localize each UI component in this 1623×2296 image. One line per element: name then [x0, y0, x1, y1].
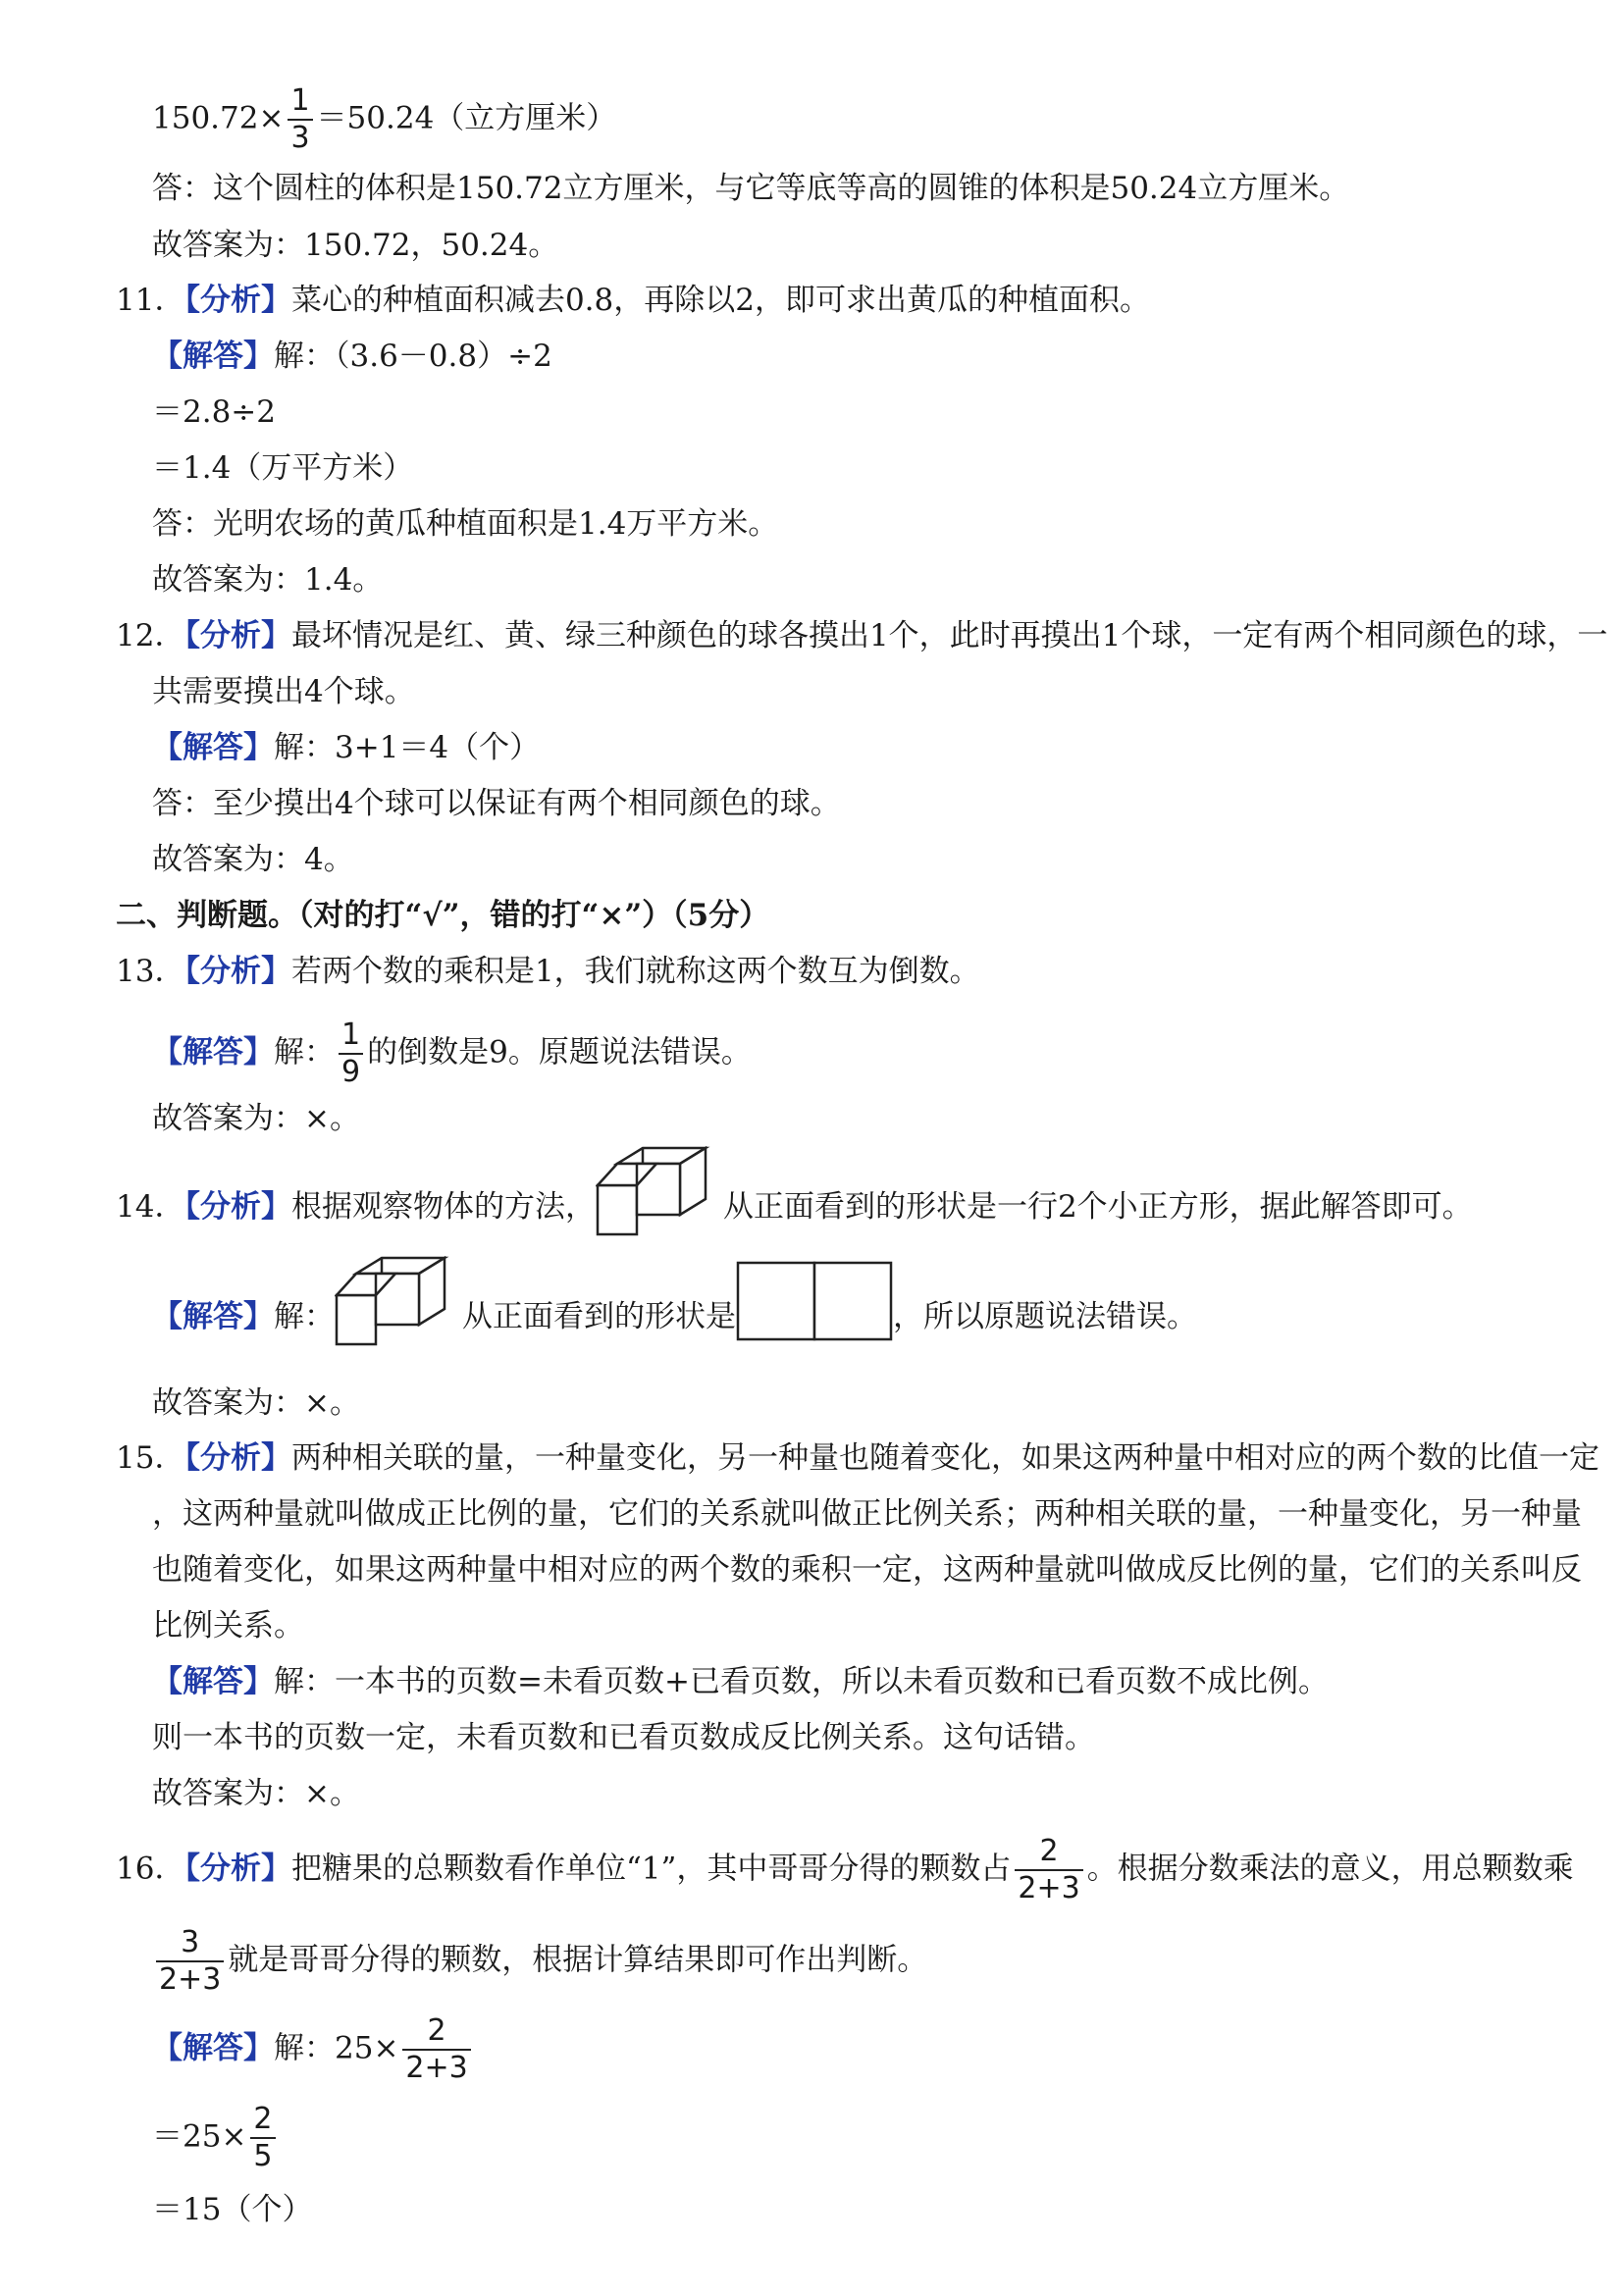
q15-analysis-cont: 也随着变化，如果这两种量中相对应的两个数的乘积一定，这两种量就叫做成反比例的量，它们的关系叫反	[152, 1552, 1582, 1588]
answer-text: 解：25×	[274, 2030, 399, 2066]
fraction	[156, 1925, 224, 1997]
answer-text: 解：3+1＝4（个）	[274, 730, 541, 765]
analysis-tag: 【分析】	[184, 1189, 291, 1225]
analysis-text: 菜心的种植面积减去0.8，再除以2，即可求出黄瓜的种植面积。	[290, 283, 1150, 318]
fraction-numerator: 1	[290, 83, 310, 118]
analysis-text: 若两个数的乘积是1，我们就称这两个数互为倒数。	[290, 954, 980, 989]
q14-answer	[152, 1256, 1197, 1381]
q12-analysis	[116, 616, 1607, 655]
q13-answer	[152, 1020, 752, 1087]
q16-step: ＝15（个）	[152, 2192, 313, 2227]
fraction-numerator: 1	[341, 1018, 361, 1052]
question-number: 15．	[116, 1440, 185, 1476]
formula-text: 150.72×	[152, 100, 285, 136]
fraction-denominator: 5	[250, 2137, 275, 2171]
answer-tag: 【解答】	[152, 1299, 274, 1334]
answer-text: 的倒数是9。原题说法错误。	[367, 1034, 752, 1070]
q12-answer	[152, 728, 540, 767]
fraction-denominator: 3	[288, 119, 312, 153]
q15-result: 故答案为：×。	[152, 1776, 360, 1811]
fraction	[288, 83, 312, 155]
front-view-figure	[736, 1261, 893, 1376]
answer-line: 答：这个圆柱的体积是150.72立方厘米，与它等底等高的圆锥的体积是50.24立方厘米。	[152, 171, 1350, 206]
answer-tag: 【解答】	[152, 339, 274, 374]
fraction	[402, 2013, 470, 2085]
section-heading: 二、判断题。（对的打“√”，错的打“×”）（5分）	[116, 898, 770, 933]
fraction	[1015, 1834, 1082, 1905]
formula-line	[152, 83, 617, 155]
answer-text: 从正面看到的形状是	[462, 1299, 736, 1334]
q11-conclusion: 答：光明农场的黄瓜种植面积是1.4万平方米。	[152, 506, 779, 542]
question-number: 16．	[116, 1851, 185, 1887]
answer-tag: 【解答】	[152, 1034, 274, 1070]
q15-analysis-cont: ，这两种量就叫做成正比例的量，它们的关系就叫做正比例关系；两种相关联的量，一种量变化，另一种量	[152, 1496, 1582, 1532]
fraction-numerator: 2	[427, 2013, 446, 2048]
q15-analysis	[116, 1438, 1599, 1478]
question-number: 13．	[116, 954, 185, 989]
fraction-numerator: 2	[1039, 1834, 1059, 1868]
fraction-denominator: 9	[339, 1053, 363, 1087]
q13-result: 故答案为：×。	[152, 1101, 360, 1136]
answer-text: ＝25×	[152, 2118, 247, 2155]
q14-result: 故答案为：×。	[152, 1385, 360, 1421]
q14-analysis	[116, 1146, 1473, 1271]
q11-answer	[152, 337, 552, 376]
answer-text: 解：（3.6－0.8）÷2	[274, 339, 552, 374]
q11-step: ＝1.4（万平方米）	[152, 450, 414, 486]
q15-answer	[152, 1662, 1329, 1701]
answer-text: 解：一本书的页数=未看页数+已看页数，所以未看页数和已看页数不成比例。	[274, 1664, 1329, 1699]
fraction-numerator: 3	[181, 1925, 200, 1959]
analysis-text: 根据观察物体的方法，	[290, 1189, 596, 1225]
q11-analysis	[116, 281, 1150, 320]
answer-text: ，所以原题说法错误。	[893, 1299, 1197, 1334]
cube-figure	[335, 1256, 462, 1381]
answer-tag: 【解答】	[152, 2030, 274, 2066]
question-number: 14．	[116, 1189, 185, 1225]
analysis-tag: 【分析】	[184, 954, 291, 989]
analysis-tag: 【分析】	[184, 1851, 291, 1887]
fraction-denominator: 2+3	[402, 2049, 470, 2083]
q12-conclusion: 答：至少摸出4个球可以保证有两个相同颜色的球。	[152, 786, 841, 821]
fraction	[339, 1020, 363, 1087]
fraction-denominator: 2+3	[156, 1960, 224, 1995]
q15-answer-cont: 则一本书的页数一定，未看页数和已看页数成反比例关系。这句话错。	[152, 1720, 1095, 1755]
q16-analysis	[116, 1834, 1574, 1905]
q15-analysis-cont: 比例关系。	[152, 1608, 304, 1644]
q13-analysis	[116, 952, 980, 991]
analysis-text: 。根据分数乘法的意义，用总颗数乘	[1086, 1851, 1574, 1887]
q16-analysis-cont	[152, 1925, 928, 1997]
fraction-numerator: 2	[253, 2102, 273, 2136]
q12-analysis-cont: 共需要摸出4个球。	[152, 674, 415, 709]
question-number: 11．	[116, 283, 185, 318]
analysis-text: 最坏情况是红、黄、绿三种颜色的球各摸出1个，此时再摸出1个球，一定有两个相同颜色的球，一	[290, 618, 1608, 653]
result-line: 故答案为：150.72，50.24。	[152, 228, 559, 263]
answer-tag: 【解答】	[152, 730, 274, 765]
answer-text: 解：	[274, 1034, 335, 1070]
analysis-text: 把糖果的总颗数看作单位“1”，其中哥哥分得的颗数占	[290, 1851, 1012, 1887]
q11-step: ＝2.8÷2	[152, 394, 276, 430]
cube-figure	[596, 1146, 723, 1271]
analysis-tag: 【分析】	[184, 283, 291, 318]
analysis-text: 两种相关联的量，一种量变化，另一种量也随着变化，如果这两种量中相对应的两个数的比值一定	[290, 1440, 1599, 1476]
q16-answer	[152, 2013, 475, 2085]
question-number: 12．	[116, 618, 185, 653]
formula-text: ＝50.24（立方厘米）	[316, 100, 617, 136]
analysis-text: 就是哥哥分得的颗数，根据计算结果即可作出判断。	[228, 1942, 928, 1978]
analysis-text: 从正面看到的形状是一行2个小正方形，据此解答即可。	[722, 1189, 1473, 1225]
answer-tag: 【解答】	[152, 1664, 274, 1699]
q11-result: 故答案为：1.4。	[152, 562, 384, 598]
fraction	[250, 2102, 275, 2173]
fraction-denominator: 2+3	[1015, 1869, 1082, 1904]
q12-result: 故答案为：4。	[152, 842, 354, 877]
q16-step	[152, 2102, 280, 2173]
analysis-tag: 【分析】	[184, 1440, 291, 1476]
answer-text: 解：	[274, 1299, 335, 1334]
analysis-tag: 【分析】	[184, 618, 291, 653]
